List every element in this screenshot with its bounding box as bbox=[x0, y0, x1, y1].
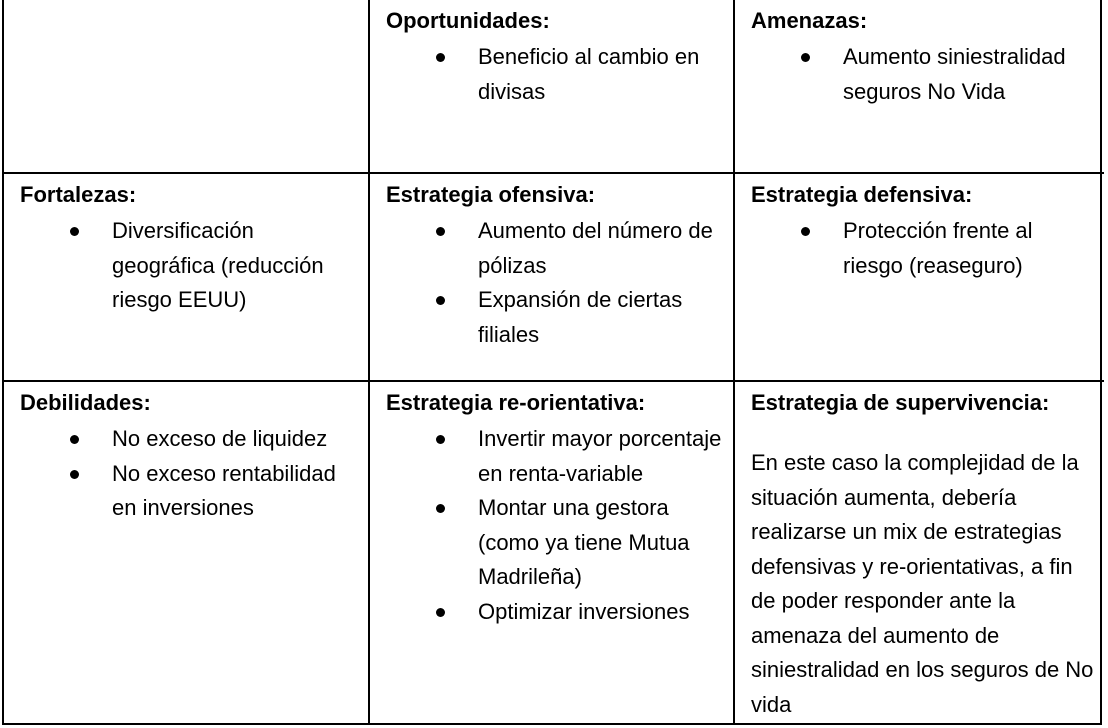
cell-debilidades bbox=[4, 382, 370, 725]
list-item: Aumento siniestralidad seguros No Vida bbox=[751, 40, 1094, 109]
heading-fortalezas: Fortalezas: bbox=[20, 182, 137, 207]
list-item: Beneficio al cambio en divisas bbox=[386, 40, 723, 109]
cell-oportunidades bbox=[370, 0, 735, 174]
list-item: Diversificación geográfica (reducción riesgo EEUU) bbox=[20, 214, 358, 318]
bullet-icon bbox=[70, 435, 79, 444]
list-estrategia-reorientativa bbox=[386, 422, 723, 629]
bullet-icon bbox=[436, 504, 445, 513]
bullet-icon bbox=[70, 470, 79, 479]
list-item: No exceso de liquidez bbox=[20, 422, 358, 457]
heading-estrategia-ofensiva: Estrategia ofensiva: bbox=[386, 182, 596, 207]
heading-debilidades: Debilidades: bbox=[20, 390, 151, 415]
cell-estrategia-supervivencia bbox=[735, 382, 1104, 725]
supervivencia-paragraph: En este caso la complejidad de la situación aumenta, debería realizarse un mix de estrategias defensivas y re-orientativas, a fin de poder responder ante la amenaza del aumento de siniestralidad en los seguros de No vida bbox=[751, 450, 1094, 717]
list-oportunidades bbox=[386, 40, 723, 109]
heading-estrategia-defensiva: Estrategia defensiva: bbox=[751, 182, 973, 207]
list-estrategia-defensiva bbox=[751, 214, 1094, 283]
swot-table bbox=[2, 0, 1102, 725]
bullet-icon bbox=[801, 53, 810, 62]
cell-estrategia-ofensiva bbox=[370, 174, 735, 382]
bullet-icon bbox=[436, 296, 445, 305]
bullet-icon bbox=[436, 435, 445, 444]
list-estrategia-ofensiva bbox=[386, 214, 723, 352]
heading-estrategia-reorientativa: Estrategia re-orientativa: bbox=[386, 390, 646, 415]
bullet-icon bbox=[436, 227, 445, 236]
cell-fortalezas bbox=[4, 174, 370, 382]
cell-empty-corner bbox=[4, 0, 370, 174]
bullet-icon bbox=[436, 608, 445, 617]
cell-estrategia-defensiva bbox=[735, 174, 1104, 382]
list-amenazas bbox=[751, 40, 1094, 109]
heading-estrategia-supervivencia: Estrategia de supervivencia: bbox=[751, 390, 1050, 415]
list-item: Montar una gestora (como ya tiene Mutua Madrileña) bbox=[386, 491, 723, 595]
cell-estrategia-reorientativa bbox=[370, 382, 735, 725]
list-item: Protección frente al riesgo (reaseguro) bbox=[751, 214, 1094, 283]
list-item: No exceso rentabilidad en inversiones bbox=[20, 457, 358, 526]
heading-amenazas: Amenazas: bbox=[751, 8, 868, 33]
bullet-icon bbox=[436, 53, 445, 62]
cell-amenazas bbox=[735, 0, 1104, 174]
bullet-icon bbox=[70, 227, 79, 236]
list-item: Expansión de ciertas filiales bbox=[386, 283, 723, 352]
list-item: Invertir mayor porcentaje en renta-variable bbox=[386, 422, 723, 491]
list-fortalezas bbox=[20, 214, 358, 318]
bullet-icon bbox=[801, 227, 810, 236]
list-item: Aumento del número de pólizas bbox=[386, 214, 723, 283]
heading-oportunidades: Oportunidades: bbox=[386, 8, 550, 33]
list-item: Optimizar inversiones bbox=[386, 595, 723, 630]
list-debilidades bbox=[20, 422, 358, 526]
